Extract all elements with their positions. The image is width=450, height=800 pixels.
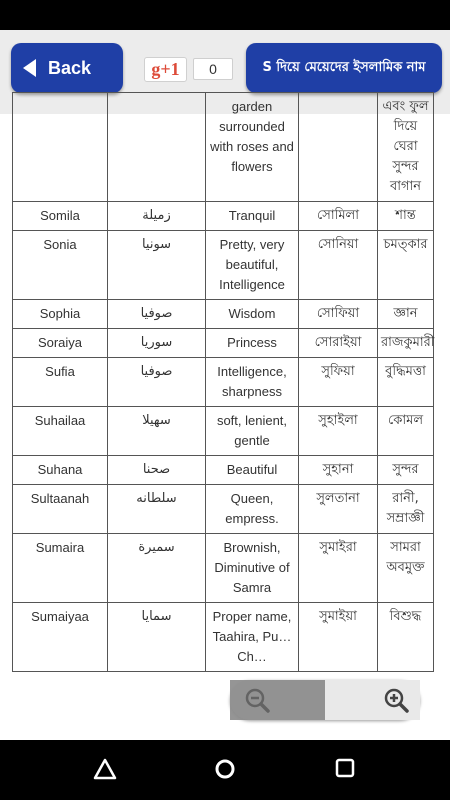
cell-meaning-en: Queen, empress. xyxy=(206,485,299,534)
cell-name-ar xyxy=(108,93,206,202)
cell-name-en: Sultaanah xyxy=(13,485,108,534)
cell-meaning-bn: চমত্কার xyxy=(378,231,434,300)
cell-name-en: Suhailaa xyxy=(13,407,108,456)
zoom-out-button[interactable] xyxy=(230,680,325,720)
cell-meaning-bn: রানী, সম্রাজ্ঞী xyxy=(378,485,434,534)
cell-meaning-bn: এবং ফুল দিয়ে ঘেরা সুন্দর বাগান xyxy=(378,93,434,202)
cell-name-ar: صوفيا xyxy=(108,358,206,407)
cell-name-ar: سهيلا xyxy=(108,407,206,456)
names-table xyxy=(12,92,434,672)
status-bar xyxy=(0,0,450,30)
cell-meaning-en: Tranquil xyxy=(206,202,299,231)
cell-name-ar: سميرة xyxy=(108,534,206,603)
cell-meaning-bn: জ্ঞান xyxy=(378,300,434,329)
table-row xyxy=(13,93,434,202)
cell-meaning-en: Brownish, Diminutive of Samra xyxy=(206,534,299,603)
cell-meaning-bn: বিশুদ্ধ xyxy=(378,603,434,672)
cell-name-en: Sophia xyxy=(13,300,108,329)
cell-name-ar: سلطانه xyxy=(108,485,206,534)
cell-meaning-bn: কোমল xyxy=(378,407,434,456)
cell-name-bn: সোনিয়া xyxy=(299,231,378,300)
page-title: S দিয়ে মেয়েদের ইসলামিক নাম xyxy=(262,59,426,75)
back-button[interactable] xyxy=(11,43,123,93)
cell-meaning-en: Proper name, Taahira, Pu… Ch… xyxy=(206,603,299,672)
cell-name-bn: সোমিলা xyxy=(299,202,378,231)
cell-name-bn: সোফিয়া xyxy=(299,300,378,329)
cell-meaning-bn: সুন্দর xyxy=(378,456,434,485)
cell-meaning-bn: শান্ত xyxy=(378,202,434,231)
cell-meaning-en: Pretty, very beautiful, Intelligence xyxy=(206,231,299,300)
table-row xyxy=(13,485,434,534)
cell-name-en: Somila xyxy=(13,202,108,231)
navigation-bar xyxy=(0,740,450,800)
nav-back-icon[interactable] xyxy=(93,758,117,780)
cell-name-bn: সুমাইয়া xyxy=(299,603,378,672)
zoom-in-icon xyxy=(383,687,409,713)
cell-name-bn: সুহানা xyxy=(299,456,378,485)
cell-meaning-en: Beautiful xyxy=(206,456,299,485)
names-content[interactable] xyxy=(0,99,450,740)
cell-meaning-en: Princess xyxy=(206,329,299,358)
names-table-body xyxy=(13,93,434,672)
table-row xyxy=(13,358,434,407)
back-arrow-icon xyxy=(23,59,36,77)
cell-name-bn: সুফিয়া xyxy=(299,358,378,407)
cell-meaning-en: garden surrounded with roses and flowers xyxy=(206,93,299,202)
cell-name-en: Suhana xyxy=(13,456,108,485)
cell-name-bn: সুহাইলা xyxy=(299,407,378,456)
zoom-in-button[interactable] xyxy=(325,680,420,720)
cell-name-ar: سمايا xyxy=(108,603,206,672)
cell-name-ar: زميلة xyxy=(108,202,206,231)
cell-meaning-bn: সামরা অবমুক্ত xyxy=(378,534,434,603)
table-row xyxy=(13,534,434,603)
table-row xyxy=(13,456,434,485)
table-row xyxy=(13,329,434,358)
cell-name-bn: সুমাইরা xyxy=(299,534,378,603)
table-row xyxy=(13,603,434,672)
cell-meaning-en: soft, lenient, gentle xyxy=(206,407,299,456)
google-plus-button[interactable] xyxy=(144,57,187,82)
google-plus-label: g+1 xyxy=(151,59,180,79)
cell-meaning-bn: বুদ্ধিমত্তা xyxy=(378,358,434,407)
cell-name-bn: সোরাইয়া xyxy=(299,329,378,358)
cell-name-en: Sufia xyxy=(13,358,108,407)
cell-name-ar: صوفيا xyxy=(108,300,206,329)
page-title-button[interactable] xyxy=(246,43,442,93)
cell-name-bn xyxy=(299,93,378,202)
cell-name-ar: صحنا xyxy=(108,456,206,485)
table-row xyxy=(13,231,434,300)
zoom-out-icon xyxy=(244,687,270,713)
cell-name-en: Sumaira xyxy=(13,534,108,603)
nav-recents-icon[interactable] xyxy=(335,758,355,778)
cell-meaning-en: Wisdom xyxy=(206,300,299,329)
table-row xyxy=(13,407,434,456)
cell-name-en: Sumaiyaa xyxy=(13,603,108,672)
nav-home-icon[interactable] xyxy=(214,758,236,780)
table-row xyxy=(13,300,434,329)
zoom-control xyxy=(230,680,420,720)
google-plus-count: 0 xyxy=(193,58,233,80)
cell-name-en xyxy=(13,93,108,202)
back-button-label: Back xyxy=(48,57,92,78)
cell-name-bn: সুলতানা xyxy=(299,485,378,534)
cell-name-ar: سونيا xyxy=(108,231,206,300)
table-row xyxy=(13,202,434,231)
cell-meaning-en: Intelligence, sharpness xyxy=(206,358,299,407)
cell-name-en: Sonia xyxy=(13,231,108,300)
cell-name-en: Soraiya xyxy=(13,329,108,358)
cell-name-ar: سوريا xyxy=(108,329,206,358)
cell-meaning-bn: রাজকুমারী xyxy=(378,329,434,358)
